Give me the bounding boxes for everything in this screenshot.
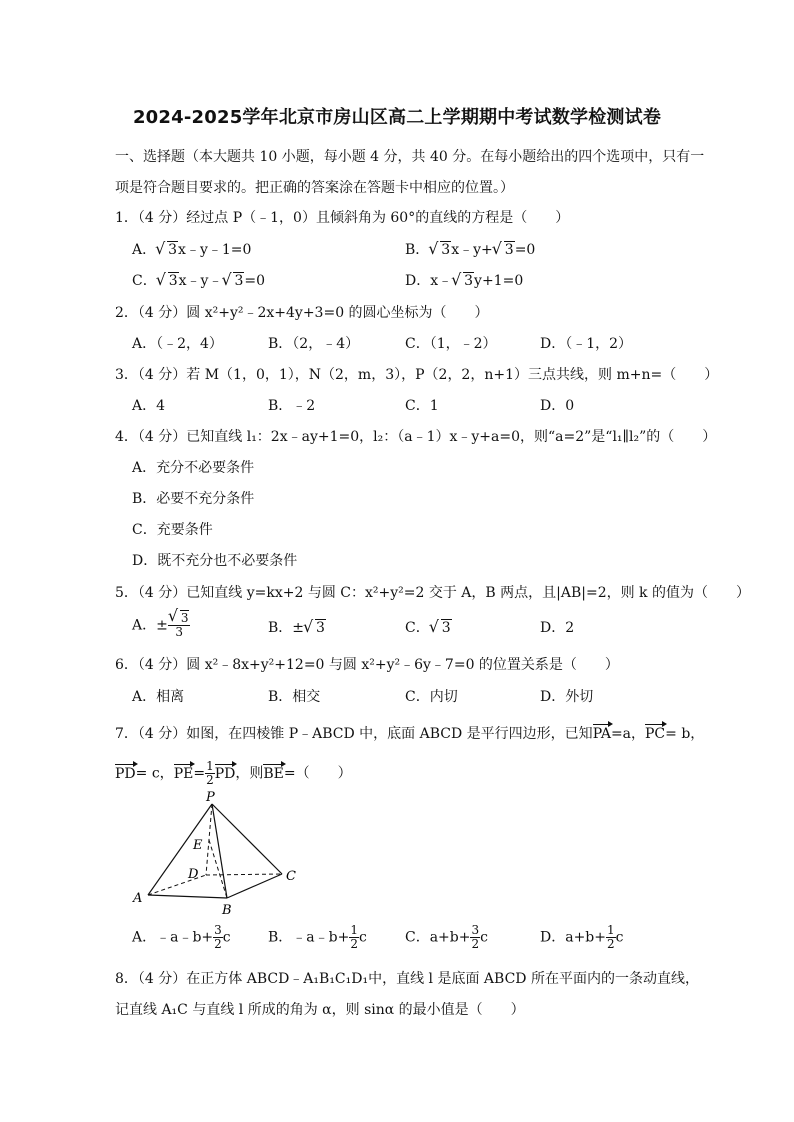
vector-be: BE xyxy=(263,765,284,782)
exam-title: 2024-2025学年北京市房山区高二上学期期中考试数学检测试卷 xyxy=(132,107,662,128)
q2-option-b: B．（2，﹣4） xyxy=(268,336,360,352)
q3-option-a: A．4 xyxy=(132,398,166,414)
q3-stem: 3．（4 分）若 M（1，0，1），N（2，m，3），P（2，2，n+1）三点共线，则 m+n=（ ） xyxy=(115,367,719,383)
section-instructions-line2: 项是符合题目要求的。把正确的答案涂在答题卡中相应的位置。） xyxy=(115,180,514,196)
q4-option-b: B．必要不充分条件 xyxy=(132,491,255,507)
label-p: P xyxy=(206,790,215,805)
vector-pa: PA xyxy=(592,726,611,742)
q6-option-b: B．相交 xyxy=(268,689,321,705)
q4-option-d: D．既不充分也不必要条件 xyxy=(132,553,298,569)
q1-stem: 1．（4 分）经过点 P（﹣1，0）且倾斜角为 60°的直线的方程是（ ） xyxy=(115,210,570,226)
q7-option-a: A．﹣a﹣b+ $\frac{3}{2}$ c xyxy=(132,923,231,951)
vector-pd: PD xyxy=(115,765,136,782)
label-e: E xyxy=(193,838,203,853)
vector-pe: PE xyxy=(173,765,194,782)
q3-option-d: D．0 xyxy=(540,398,575,414)
q5-option-d: D．2 xyxy=(540,620,575,636)
q2-stem: 2．（4 分）圆 x²+y²﹣2x+4y+3=0 的圆心坐标为（ ） xyxy=(115,305,489,321)
q7-stem-line1: 7．（4 分）如图，在四棱锥 P﹣ABCD 中，底面 ABCD 是平行四边形，已知PA=a，PC= b， xyxy=(115,726,705,742)
q5-option-b: B．±√ 3 xyxy=(268,617,326,637)
edge-bc xyxy=(227,874,282,898)
q4-option-a: A．充分不必要条件 xyxy=(132,460,255,476)
q1-option-c: C．√ 3x﹣y﹣√ 3=0 xyxy=(132,270,265,290)
q6-stem: 6．（4 分）圆 x²﹣8x+y²+12=0 与圆 x²+y²﹣6y﹣7=0 的位置关系是（ ） xyxy=(115,657,619,673)
q7-option-d: D．a+b+ $\frac{1}{2}$ c xyxy=(540,923,624,951)
q4-option-c: C．充要条件 xyxy=(132,522,213,538)
q1-option-a: A．√ 3x﹣y﹣1=0 xyxy=(132,239,251,259)
q6-option-a: A．相离 xyxy=(132,689,185,705)
label-d: D xyxy=(188,867,199,882)
label-a: A xyxy=(133,891,143,906)
q2-option-a: A．（﹣2，4） xyxy=(132,336,223,352)
edge-pb xyxy=(212,804,227,898)
edge-dc xyxy=(206,874,282,875)
q7-option-b: B．﹣a﹣b+ $\frac{1}{2}$ c xyxy=(268,923,367,951)
pyramid-figure xyxy=(128,788,308,918)
q2-option-c: C．（1，﹣2） xyxy=(405,336,497,352)
q7-stem-line2: PD= c，PE= $\frac{1}{2}$ PD，则BE=（ ） xyxy=(115,759,352,787)
vector-pc: PC xyxy=(645,726,666,742)
q4-stem: 4．（4 分）已知直线 l₁：2x﹣ay+1=0，l₂：（a﹣1）x﹣y+a=0，则“a=2”是“l₁∥l₂”的（ ） xyxy=(115,429,717,445)
q3-option-b: B．﹣2 xyxy=(268,398,316,414)
vector-pd-2: PD xyxy=(214,765,236,782)
q8-stem-line1: 8．（4 分）在正方体 ABCD﹣A₁B₁C₁D₁中，直线 l 是底面 ABCD 所在平面内的一条动直线， xyxy=(115,971,699,987)
q7-option-c: C．a+b+ $\frac{3}{2}$ c xyxy=(405,923,488,951)
edge-pc xyxy=(212,804,282,874)
q2-option-d: D．（﹣1，2） xyxy=(540,336,633,352)
q6-option-d: D．外切 xyxy=(540,689,594,705)
label-c: C xyxy=(286,869,296,884)
q8-stem-line2: 记直线 A₁C 与直线 l 所成的角为 α，则 sinα 的最小值是（ ） xyxy=(115,1002,525,1018)
q1-option-b: B．√ 3x﹣y+√ 3=0 xyxy=(405,239,535,259)
label-b: B xyxy=(222,903,232,918)
q5-option-a: A．± √ $\frac{3}{3}$ xyxy=(132,612,190,639)
q5-stem: 5．（4 分）已知直线 y=kx+2 与圆 C：x²+y²=2 交于 A，B 两点，且|AB|=2，则 k 的值为（ ） xyxy=(115,585,750,601)
q1-option-d: D．x﹣√ 3y+1=0 xyxy=(405,270,523,290)
segment-be xyxy=(209,840,227,898)
edge-ab xyxy=(148,895,227,898)
q3-option-c: C．1 xyxy=(405,398,439,414)
edge-pd xyxy=(206,804,212,875)
section-instructions-line1: 一、选择题（本大题共 10 小题，每小题 4 分，共 40 分。在每小题给出的四个选项中，只有一 xyxy=(115,149,705,165)
q5-option-c: C．√ 3 xyxy=(405,617,452,637)
q6-option-c: C．内切 xyxy=(405,689,458,705)
